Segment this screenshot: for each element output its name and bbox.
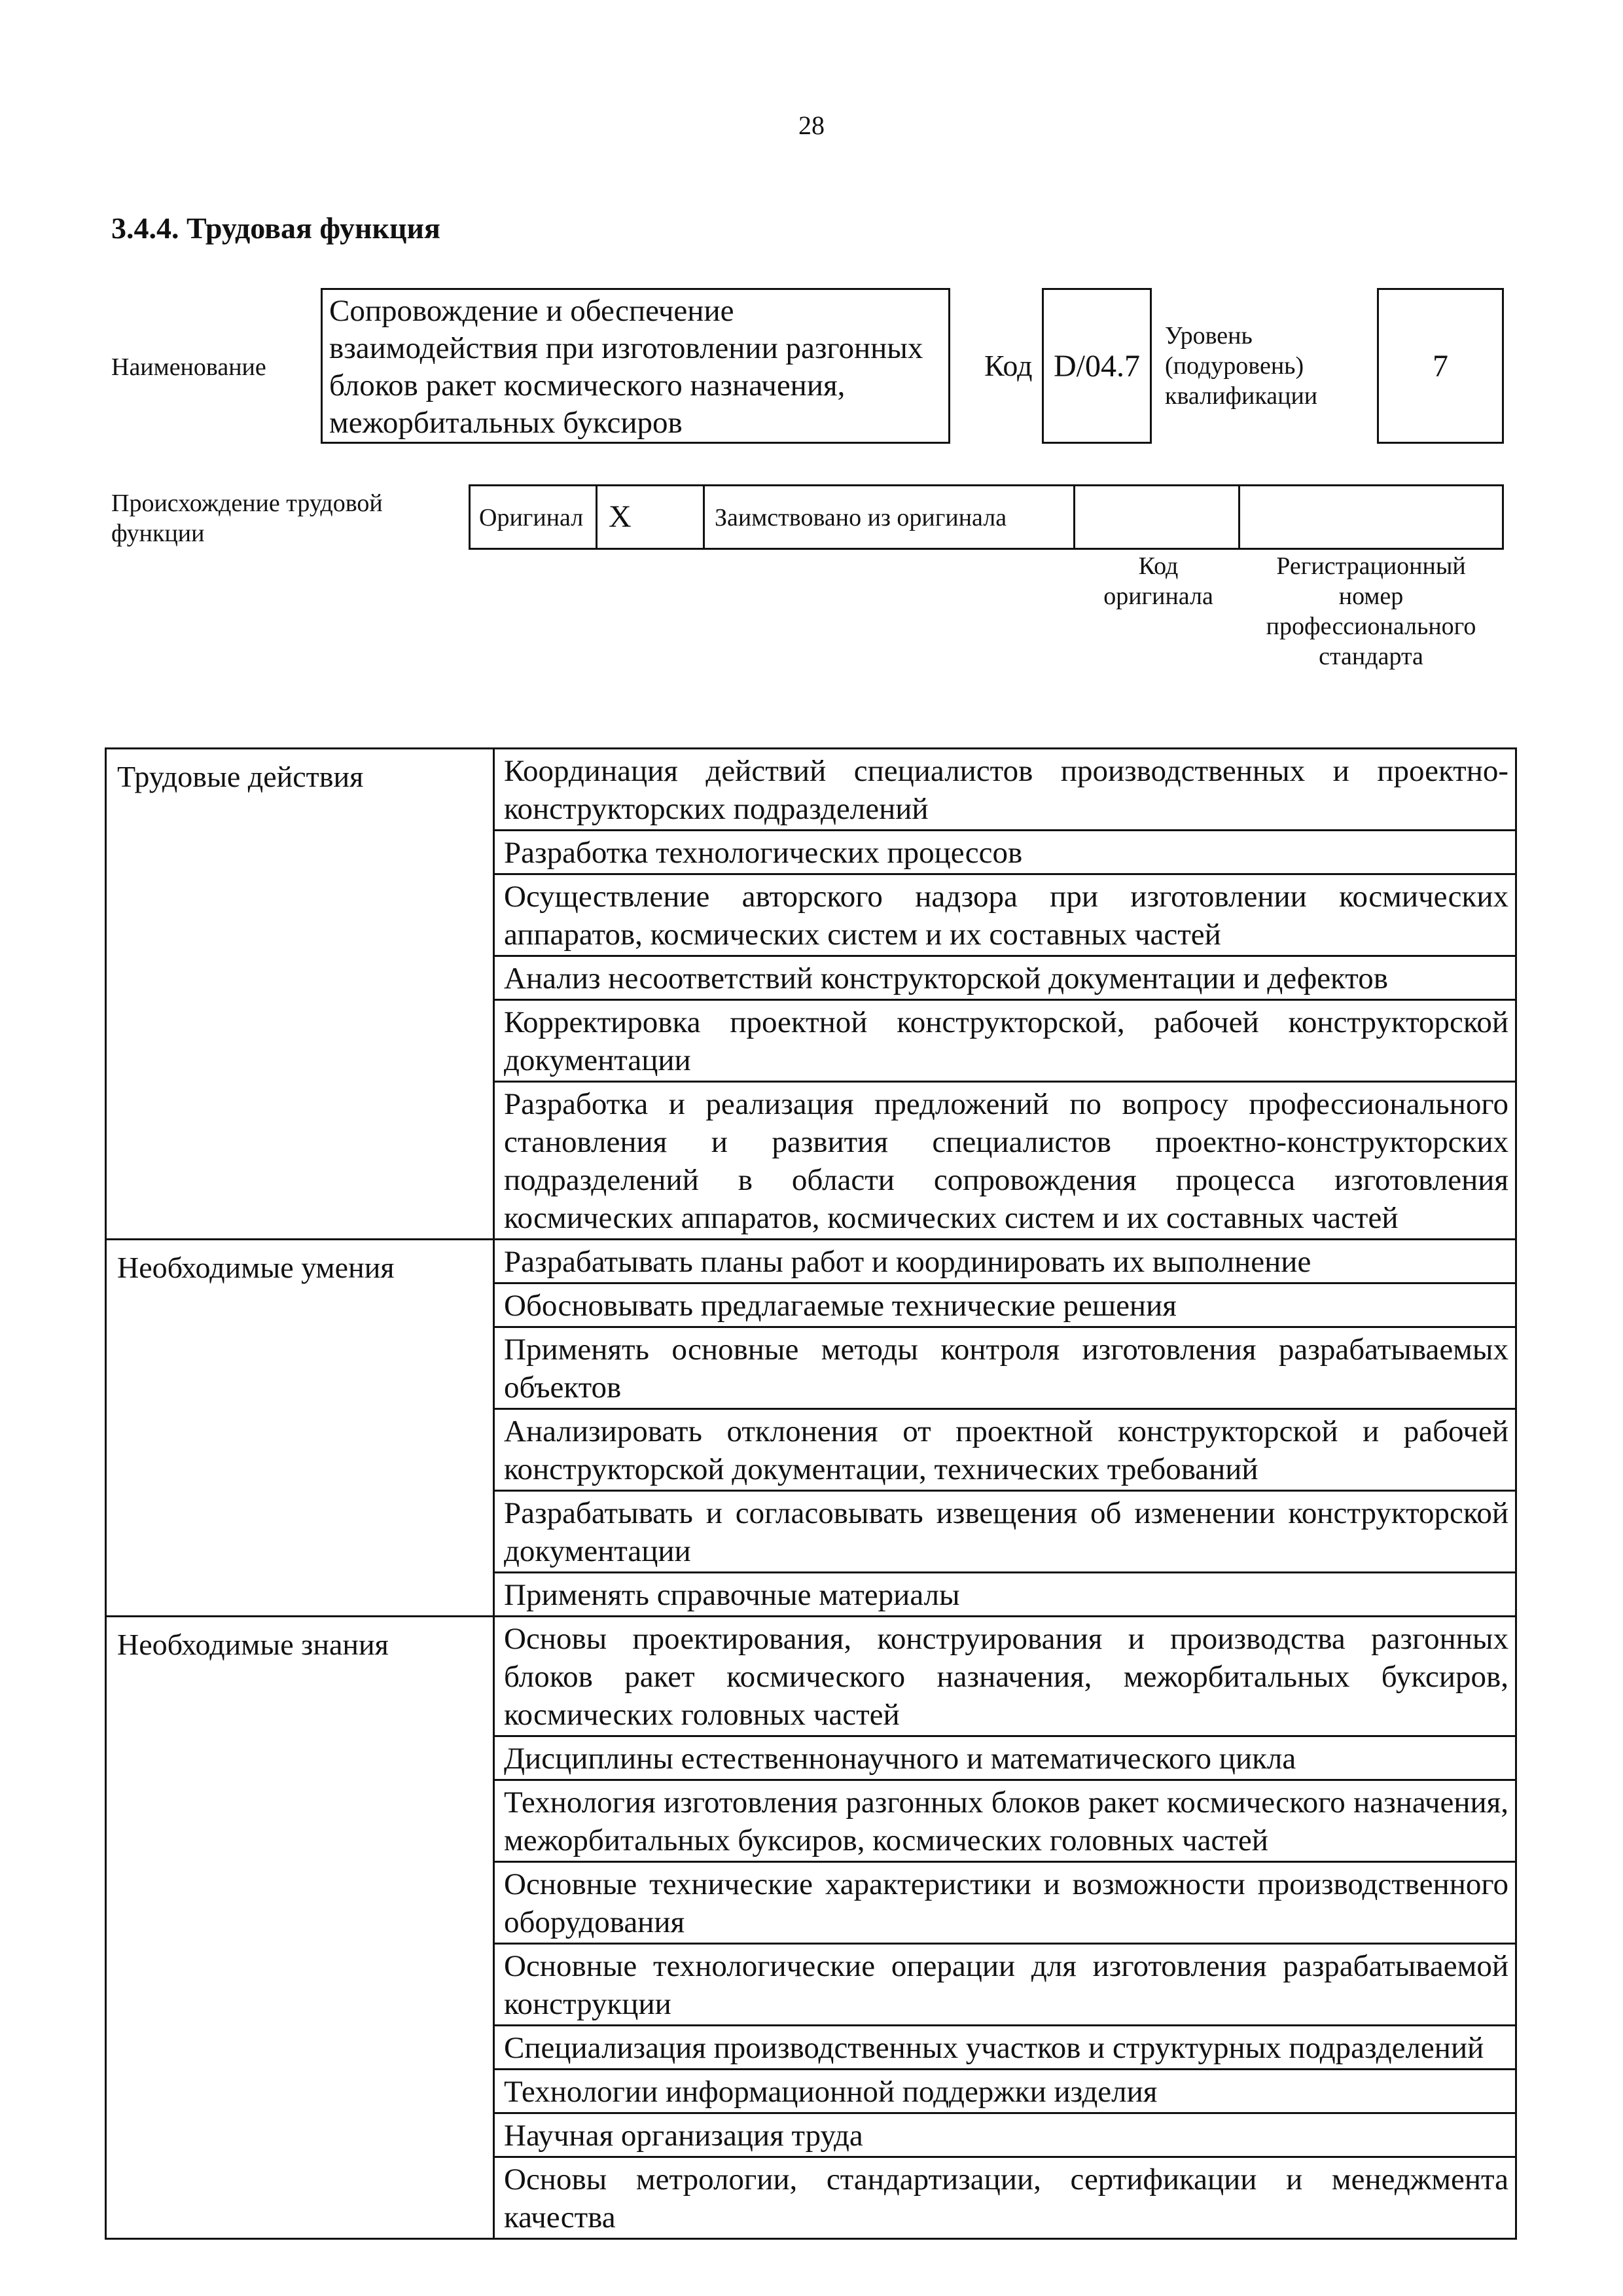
list-item: Координация действий специалистов производственных и проектно-конструкторских подразделений xyxy=(495,749,1515,831)
list-item: Разработка и реализация предложений по вопросу профессионального становления и развития специалистов проектно-конструкторских подразделений в области сопровождения процесса изготовления космических аппаратов, космических систем и их составных частей xyxy=(504,1087,1508,1235)
list-item: Специализация производственных участков и структурных подразделений xyxy=(495,2026,1515,2070)
section-title: 3.4.4. Трудовая функция xyxy=(111,211,440,245)
code-label: Код xyxy=(984,349,1033,382)
origin-divider xyxy=(1238,484,1240,550)
registration-number-caption: Регистрационный номер профессионального стандарта xyxy=(1266,552,1476,670)
borrowed-label: Заимствовано из оригинала xyxy=(715,504,1007,531)
page-number: 28 xyxy=(798,111,825,140)
category-label: Необходимые умения xyxy=(106,1240,494,1617)
items-cell xyxy=(494,1617,1516,2239)
items-cell xyxy=(494,1240,1516,1617)
original-mark: X xyxy=(609,499,632,534)
list-item: Анализировать отклонения от проектной конструкторской и рабочей конструкторской документации, технических требований xyxy=(495,1410,1515,1492)
labor-function-table xyxy=(105,747,1517,2240)
list-item: Основы метрологии, стандартизации, сертификации и менеджмента качества xyxy=(504,2162,1508,2234)
name-label: Наименование xyxy=(111,353,266,381)
list-item: Осуществление авторского надзора при изготовлении космических аппаратов, космических систем и их составных частей xyxy=(495,875,1515,957)
origin-divider xyxy=(1073,484,1075,550)
list-item: Разрабатывать планы работ и координировать их выполнение xyxy=(495,1240,1515,1284)
category-label: Необходимые знания xyxy=(106,1617,494,2239)
items-cell xyxy=(494,749,1516,1240)
function-name-field: Сопровождение и обеспечение взаимодействия при изготовлении разгонных блоков ракет космического назначения, межорбитальных буксиров xyxy=(321,288,950,444)
list-item: Технология изготовления разгонных блоков ракет космического назначения, межорбитальных буксиров, космических головных частей xyxy=(495,1781,1515,1863)
list-item: Применять справочные материалы xyxy=(504,1578,960,1612)
list-item: Основные технические характеристики и возможности производственного оборудования xyxy=(495,1863,1515,1945)
table-row xyxy=(106,1240,1516,1617)
list-item: Основные технологические операции для изготовления разрабатываемой конструкции xyxy=(495,1945,1515,2026)
category-label: Трудовые действия xyxy=(106,749,494,1240)
origin-divider xyxy=(703,484,705,550)
list-item: Корректировка проектной конструкторской, рабочей конструкторской документации xyxy=(495,1001,1515,1083)
list-item: Обосновывать предлагаемые технические решения xyxy=(495,1284,1515,1328)
list-item: Анализ несоответствий конструкторской документации и дефектов xyxy=(495,957,1515,1001)
table-row xyxy=(106,1617,1516,2239)
table-row xyxy=(106,749,1516,1240)
list-item: Научная организация труда xyxy=(495,2114,1515,2158)
list-item: Основы проектирования, конструирования и производства разгонных блоков ракет космического назначения, межорбитальных буксиров, космических головных частей xyxy=(495,1617,1515,1737)
list-item: Разрабатывать и согласовывать извещения об изменении конструкторской документации xyxy=(495,1492,1515,1573)
code-value-field: D/04.7 xyxy=(1042,288,1152,444)
level-label: Уровень (подуровень) квалификации xyxy=(1165,322,1318,410)
original-code-caption: Код оригинала xyxy=(1103,552,1213,610)
list-item: Дисциплины естественнонаучного и математического цикла xyxy=(495,1737,1515,1781)
list-item: Технологии информационной поддержки изделия xyxy=(495,2070,1515,2114)
list-item: Разработка технологических процессов xyxy=(495,831,1515,875)
level-value-field: 7 xyxy=(1377,288,1504,444)
origin-label: Происхождение трудовой функции xyxy=(111,490,383,547)
origin-divider xyxy=(596,484,597,550)
list-item: Применять основные методы контроля изготовления разрабатываемых объектов xyxy=(495,1328,1515,1410)
original-label: Оригинал xyxy=(479,504,584,531)
